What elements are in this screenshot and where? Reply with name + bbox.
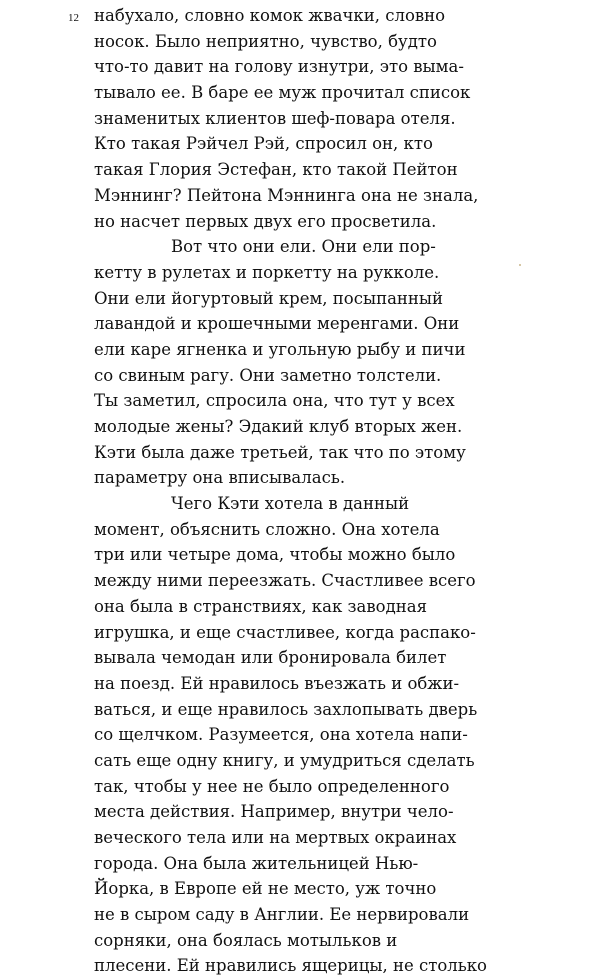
text-line: ваться, и еще нравилось захлопывать дверь bbox=[94, 699, 478, 719]
text-line: сать еще одну книгу, и умудриться сделать bbox=[94, 750, 475, 770]
text-line: Они ели йогуртовый крем, посыпанный bbox=[94, 288, 444, 308]
text-line: не в сыром саду в Англии. Ее нервировали bbox=[94, 905, 470, 925]
text-line: между ними переезжать. Счастливее всего bbox=[94, 571, 476, 591]
text-line: носок. Было неприятно, чувство, будто bbox=[94, 31, 437, 51]
text-line: вывала чемодан или бронировала билет bbox=[94, 648, 447, 668]
text-line: города. Она была жительницей Нью- bbox=[94, 853, 419, 873]
text-line: на поезд. Ей нравилось въезжать и обжи- bbox=[94, 673, 460, 693]
text-line: Мэннинг? Пейтона Мэннинга она не знала, bbox=[94, 185, 479, 205]
page-number: 12 bbox=[68, 12, 79, 24]
text-line: ели каре ягненка и угольную рыбу и пичи bbox=[94, 339, 466, 359]
text-line: молодые жены? Эдакий клуб вторых жен. bbox=[94, 417, 463, 436]
text-line: набухало, словно комок жвачки, словно bbox=[94, 6, 446, 25]
text-line: знаменитых клиентов шеф-повара отеля. bbox=[94, 108, 456, 128]
text-line: игрушка, и еще счастливее, когда распако- bbox=[94, 622, 476, 642]
paragraph-start-line: Вот что они ели. Они ели пор- bbox=[171, 237, 436, 257]
text-line: кетту в рулетах и поркетту на рукколе. bbox=[94, 262, 440, 282]
text-line: Кэти была даже третьей, так что по этому bbox=[94, 442, 466, 462]
text-line: Ты заметил, спросила она, что тут у всех bbox=[94, 391, 455, 411]
text-line: места действия. Например, внутри чело- bbox=[94, 802, 454, 822]
text-line: момент, объяснить сложно. Она хотела bbox=[94, 519, 440, 539]
text-line: веческого тела или на мертвых окраинах bbox=[94, 828, 457, 847]
text-line: Йорка, в Европе ей не место, уж точно bbox=[94, 879, 437, 899]
text-line: но насчет первых двух его просветила. bbox=[94, 211, 437, 231]
text-line: сорняки, она боялась мотыльков и bbox=[94, 930, 398, 950]
text-line: Кто такая Рэйчел Рэй, спросил он, кто bbox=[94, 134, 433, 154]
paper-speck bbox=[519, 264, 521, 266]
text-line: такая Глория Эстефан, кто такой Пейтон bbox=[94, 160, 458, 180]
text-line: она была в странствиях, как заводная bbox=[94, 596, 427, 616]
text-line: тывало ее. В баре ее муж прочитал список bbox=[94, 83, 471, 103]
paragraph-start-line: Чего Кэти хотела в данный bbox=[171, 494, 410, 514]
text-line: три или четыре дома, чтобы можно было bbox=[94, 545, 456, 565]
text-line: со щелчком. Разумеется, она хотела напи- bbox=[94, 725, 468, 745]
text-line: что-то давит на голову изнутри, это выма- bbox=[94, 57, 464, 77]
text-line: со свиным рагу. Они заметно толстели. bbox=[94, 365, 442, 385]
text-line: параметру она вписывалась. bbox=[94, 468, 346, 488]
text-line: лавандой и крошечными меренгами. Они bbox=[94, 314, 460, 334]
text-line: так, чтобы у нее не было определенного bbox=[94, 776, 450, 796]
body-text bbox=[94, 3, 487, 979]
text-line: плесени. Ей нравились ящерицы, не столько bbox=[94, 956, 487, 976]
